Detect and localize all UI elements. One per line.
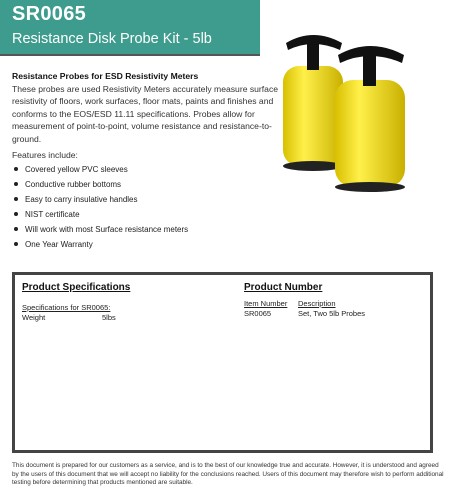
description-title: Resistance Probes for ESD Resistivity Meters — [12, 71, 199, 81]
feature-item: One Year Warranty — [12, 237, 188, 252]
header-divider — [0, 54, 260, 56]
features-title: Features include: — [12, 150, 78, 160]
probe-back — [283, 35, 343, 171]
feature-item: Covered yellow PVC sleeves — [12, 162, 188, 177]
probe-front — [335, 46, 405, 192]
probe-photo — [280, 25, 440, 195]
spec-heading: Product Specifications — [22, 282, 131, 293]
spec-value-weight: 5lbs — [102, 313, 116, 322]
description-body: These probes are used Resistivity Meters accurately measure surface resistivity of floors, work surfaces, floor mats, paints and finishes and conforms to the EOS/ESD 11.11 specifications. Probes allow for measurement of point-to-point, volume resistance and resistance-to-ground. — [12, 83, 279, 144]
disclaimer-text: This document is prepared for our customers as a service, and is to the best of our knowledge true and accurate. However, it is understood and agreed by the users of this document that we will accept no liability for the conclusions reached. Users of this document may therefore wish to perform additional testing before determining that products mentioned are suitable. — [12, 462, 444, 486]
col-description: Description — [298, 299, 336, 308]
header-banner — [0, 0, 260, 54]
spec-box — [12, 272, 433, 453]
features-list — [12, 162, 188, 252]
description-block — [12, 70, 282, 145]
item-number-value: SR0065 — [244, 309, 272, 318]
feature-item: Easy to carry insulative handles — [12, 192, 188, 207]
feature-item: Conductive rubber bottoms — [12, 177, 188, 192]
item-description-value: Set, Two 5lb Probes — [298, 309, 365, 318]
spec-label-weight: Weight — [22, 313, 46, 322]
feature-item: Will work with most Surface resistance meters — [12, 222, 188, 237]
spec-subheading: Specifications for SR0065: — [22, 303, 111, 312]
product-code: SR0065 — [12, 3, 87, 25]
product-title: Resistance Disk Probe Kit - 5lb — [12, 31, 212, 47]
col-item-number: Item Number — [244, 299, 288, 308]
feature-item: NIST certificate — [12, 207, 188, 222]
product-number-heading: Product Number — [244, 282, 323, 293]
